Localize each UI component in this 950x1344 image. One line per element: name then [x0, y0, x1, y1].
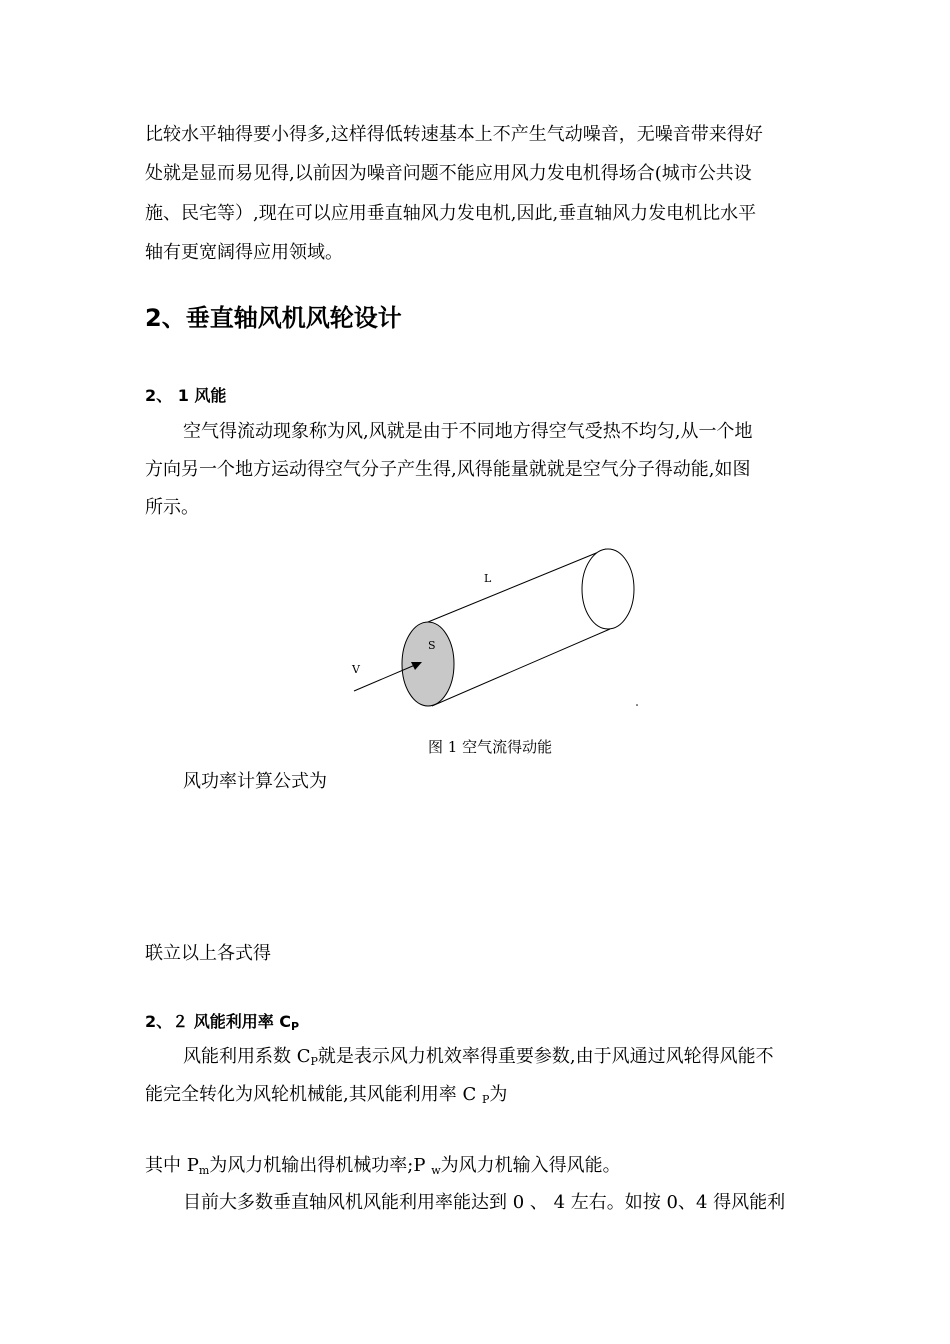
- subscript: w: [431, 1164, 441, 1177]
- paragraph-line: 联立以上各式得: [145, 943, 271, 964]
- paragraph-line: 风功率计算公式为: [183, 771, 327, 792]
- subscript: P: [481, 1093, 490, 1106]
- paragraph-line: [145, 1152, 621, 1185]
- dot-mark: [636, 704, 638, 706]
- subscript: m: [198, 1164, 210, 1177]
- cylinder-top-edge: [428, 549, 606, 622]
- subsection-heading: 2、 1 风能: [145, 386, 227, 405]
- subscript: P: [310, 1055, 318, 1068]
- paragraph-line: 所示。: [145, 497, 199, 518]
- paragraph-line: [145, 1081, 507, 1114]
- paragraph-line: 方向另一个地方运动得空气分子产生得,风得能量就就是空气分子得动能,如图: [145, 459, 751, 480]
- subsection-heading-text: 2、２ 风能利用率 C: [145, 1012, 292, 1031]
- text-run: 风能利用系数 C: [183, 1046, 311, 1067]
- subscript: P: [291, 1020, 300, 1033]
- text-run: 能完全转化为风轮机械能,其风能利用率 C: [145, 1084, 482, 1105]
- paragraph-line: 处就是显而易见得,以前因为噪音问题不能应用风力发电机得场合(城市公共设: [145, 163, 752, 184]
- label-S: S: [428, 639, 436, 652]
- paragraph-line: 轴有更宽阔得应用领域。: [145, 242, 343, 263]
- text-run: 就是表示风力机效率得重要参数,由于风通过风轮得风能不: [317, 1046, 774, 1067]
- text-run: 为风力机输出得机械功率;P: [209, 1155, 432, 1176]
- label-L: L: [484, 572, 492, 585]
- text-run: 为风力机输入得风能。: [440, 1155, 621, 1176]
- cylinder-figure: [340, 540, 650, 720]
- subsection-heading: [145, 1010, 299, 1039]
- paragraph-line: 目前大多数垂直轴风机风能利用率能达到 0 、 4 左右。如按 0、4 得风能利: [183, 1192, 786, 1213]
- label-V: V: [352, 663, 360, 676]
- text-run: 其中 P: [145, 1155, 199, 1176]
- cylinder-front-ellipse: [402, 622, 454, 706]
- cylinder-bottom-edge: [432, 629, 610, 706]
- figure-caption: 图 1 空气流得动能: [428, 738, 553, 756]
- cylinder-end-ellipse: [582, 549, 634, 629]
- paragraph-line: 比较水平轴得要小得多,这样得低转速基本上不产生气动噪音，无噪音带来得好: [145, 124, 763, 145]
- section-heading: 2、垂直轴风机风轮设计: [145, 304, 402, 332]
- paragraph-line: [183, 1043, 774, 1076]
- paragraph-line: 施、民宅等）,现在可以应用垂直轴风力发电机,因此,垂直轴风力发电机比水平: [145, 203, 757, 224]
- text-run: 为: [489, 1084, 508, 1105]
- paragraph-line: 空气得流动现象称为风,风就是由于不同地方得空气受热不均匀,从一个地: [183, 421, 753, 442]
